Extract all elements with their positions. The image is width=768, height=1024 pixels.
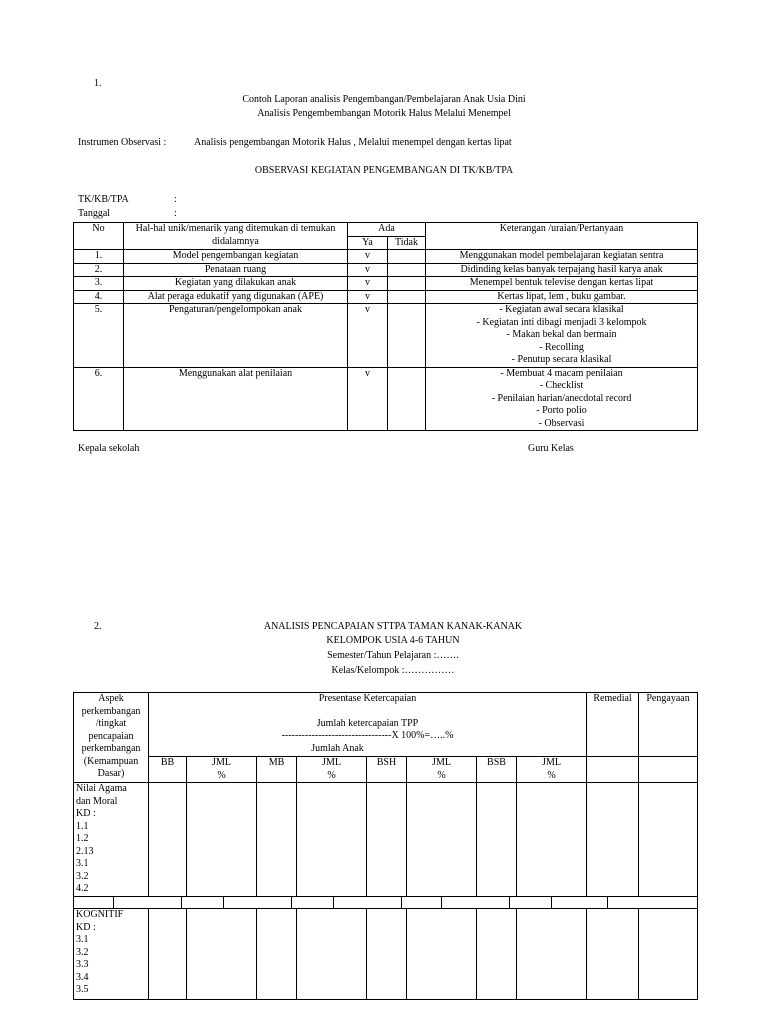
row-no: 5. bbox=[74, 304, 124, 368]
instrument-value: Analisis pengembangan Motorik Halus , Melalui menempel dengan kertas lipat bbox=[194, 137, 512, 148]
table-row bbox=[74, 250, 698, 264]
tanggal-colon: : bbox=[174, 208, 177, 219]
row-ya: v bbox=[348, 304, 388, 368]
tanggal-label: Tanggal bbox=[78, 208, 111, 219]
table-row bbox=[74, 263, 698, 277]
col-bsh: BSH bbox=[367, 757, 407, 783]
row-item: Pengaturan/pengelompokan anak bbox=[124, 304, 348, 368]
row-keterangan: Didinding kelas banyak terpajang hasil karya anak bbox=[426, 263, 698, 277]
row-item: Model pengembangan kegiatan bbox=[124, 250, 348, 264]
row-tidak bbox=[388, 250, 426, 264]
header-tidak: Tidak bbox=[388, 236, 426, 250]
row-no: 4. bbox=[74, 290, 124, 304]
presentase-header bbox=[149, 693, 587, 757]
table-row bbox=[74, 367, 698, 431]
row-aspek: KOGNITIF KD : 3.1 3.2 3.3 3.4 3.5 bbox=[74, 909, 149, 1000]
row-ya: v bbox=[348, 263, 388, 277]
row-tidak bbox=[388, 277, 426, 291]
row-aspek: Nilai Agama dan Moral KD : 1.1 1.2 2.13 3.1 3.2 4.2 bbox=[74, 783, 149, 897]
row-no: 2. bbox=[74, 263, 124, 277]
row-keterangan: - Membuat 4 macam penilaian - Checklist - Penilaian harian/anecdotal record - Porto polio - Observasi bbox=[426, 367, 698, 431]
col-bb: BB bbox=[149, 757, 187, 783]
formula-line: ---------------------------------X 100%=…..% bbox=[281, 730, 454, 741]
table-row bbox=[74, 277, 698, 291]
col-mb: MB bbox=[257, 757, 297, 783]
table-row bbox=[74, 290, 698, 304]
header-ada: Ada bbox=[348, 223, 426, 237]
tk-label: TK/KB/TPA bbox=[78, 194, 129, 205]
row-item: Alat peraga edukatif yang digunakan (APE) bbox=[124, 290, 348, 304]
formula-denominator: Jumlah Anak bbox=[311, 742, 364, 754]
col-jml: JML % bbox=[407, 757, 477, 783]
row-tidak bbox=[388, 263, 426, 277]
guru-kelas-label: Guru Kelas bbox=[528, 443, 574, 454]
col-jml: JML % bbox=[187, 757, 257, 783]
remedial-sub bbox=[587, 757, 639, 783]
header-keterangan: Keterangan /uraian/Pertanyaan bbox=[426, 223, 698, 250]
col-jml: JML % bbox=[297, 757, 367, 783]
tk-colon: : bbox=[174, 194, 177, 205]
header-ya: Ya bbox=[348, 236, 388, 250]
document-subtitle: Analisis Pengembembangan Motorik Halus Melalui Menempel bbox=[257, 108, 511, 119]
pengayaan-header: Pengayaan bbox=[639, 693, 698, 757]
observation-heading: OBSERVASI KEGIATAN PENGEMBANGAN DI TK/KB/TPA bbox=[254, 165, 514, 176]
row-no: 1. bbox=[74, 250, 124, 264]
document-title: Contoh Laporan analisis Pengembangan/Pembelajaran Anak Usia Dini bbox=[242, 94, 526, 105]
table-row bbox=[74, 909, 698, 1000]
row-item: Kegiatan yang dilakukan anak bbox=[124, 277, 348, 291]
instrument-label: Instrumen Observasi : bbox=[78, 137, 167, 148]
presentase-label: Presentase Ketercapaian bbox=[318, 693, 417, 704]
row-tidak bbox=[388, 367, 426, 431]
row-item: Menggunakan alat penilaian bbox=[124, 367, 348, 431]
row-item: Penataan ruang bbox=[124, 263, 348, 277]
achievement-table bbox=[73, 692, 698, 897]
analysis-title: ANALISIS PENCAPAIAN STTPA TAMAN KANAK-KANAK bbox=[263, 621, 523, 632]
aspek-header: Aspek perkembangan /tingkat pencapaian perkembangan (Kemampuan Dasar) bbox=[74, 693, 149, 783]
row-ya: v bbox=[348, 367, 388, 431]
row-keterangan: Menempel bentuk televise dengan kertas lipat bbox=[426, 277, 698, 291]
row-keterangan: - Kegiatan awal secara klasikal - Kegiatan inti dibagi menjadi 3 kelompok - Makan bekal dan bermain - Recolling - Penutup secara klasikal bbox=[426, 304, 698, 368]
kepala-sekolah-label: Kepala sekolah bbox=[78, 443, 140, 454]
formula-numerator: Jumlah ketercapaian TPP bbox=[316, 717, 419, 729]
row-ya: v bbox=[348, 250, 388, 264]
analysis-subtitle: KELOMPOK USIA 4-6 TAHUN bbox=[326, 635, 460, 646]
remedial-header: Remedial bbox=[587, 693, 639, 757]
header-hal: Hal-hal unik/menarik yang ditemukan di temukan didalamnya bbox=[124, 223, 348, 250]
row-no: 6. bbox=[74, 367, 124, 431]
row-keterangan: Menggunakan model pembelajaran kegiatan sentra bbox=[426, 250, 698, 264]
pengayaan-sub bbox=[639, 757, 698, 783]
table-row bbox=[74, 304, 698, 368]
row-ya: v bbox=[348, 277, 388, 291]
row-ya: v bbox=[348, 290, 388, 304]
row-tidak bbox=[388, 290, 426, 304]
semester-line: Semester/Tahun Pelajaran :……. bbox=[327, 650, 459, 661]
section-number: 1. bbox=[94, 78, 102, 89]
section-number: 2. bbox=[94, 621, 102, 632]
kelas-line: Kelas/Kelompok :…………… bbox=[331, 665, 455, 676]
col-jml: JML % bbox=[517, 757, 587, 783]
row-no: 3. bbox=[74, 277, 124, 291]
table-row bbox=[74, 783, 698, 897]
achievement-table-continued bbox=[73, 908, 698, 1000]
header-no: No bbox=[74, 223, 124, 250]
observation-table bbox=[73, 222, 698, 431]
row-tidak bbox=[388, 304, 426, 368]
col-bsb: BSB bbox=[477, 757, 517, 783]
row-keterangan: Kertas lipat, lem , buku gambar. bbox=[426, 290, 698, 304]
